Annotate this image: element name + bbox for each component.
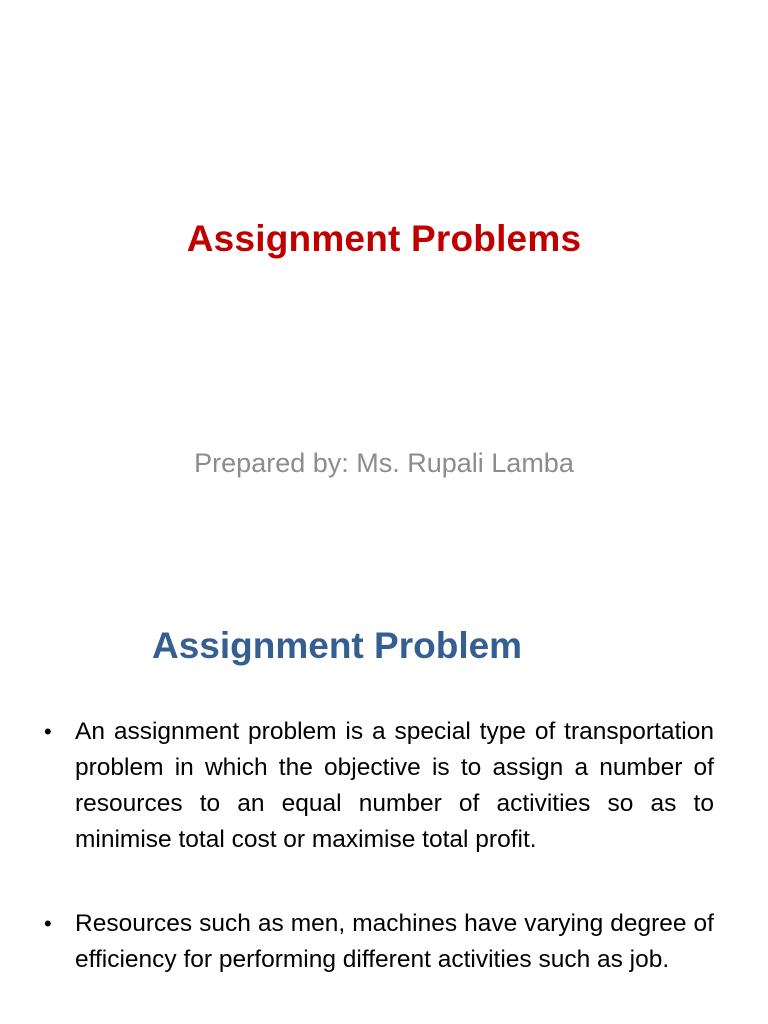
presenter-subtitle: Prepared by: Ms. Rupali Lamba xyxy=(194,448,574,478)
bullet-icon: • xyxy=(44,911,52,936)
bullet-text: An assignment problem is a special type of transportation problem in which the objective is to assign a number of resources to an equal number of activities so as to minimise total cost or maximise total profit. xyxy=(75,718,714,853)
presentation-title: Assignment Problems xyxy=(186,218,582,259)
content-slide xyxy=(0,576,768,1024)
bullet-list xyxy=(44,714,714,1024)
bullet-text: Resources such as men, machines have varying degree of efficiency for performing different activities such as job. xyxy=(75,910,714,973)
bullet-item xyxy=(44,906,714,978)
slide-title: Assignment Problem xyxy=(152,625,523,666)
bullet-item xyxy=(44,714,714,858)
bullet-icon: • xyxy=(44,719,52,744)
